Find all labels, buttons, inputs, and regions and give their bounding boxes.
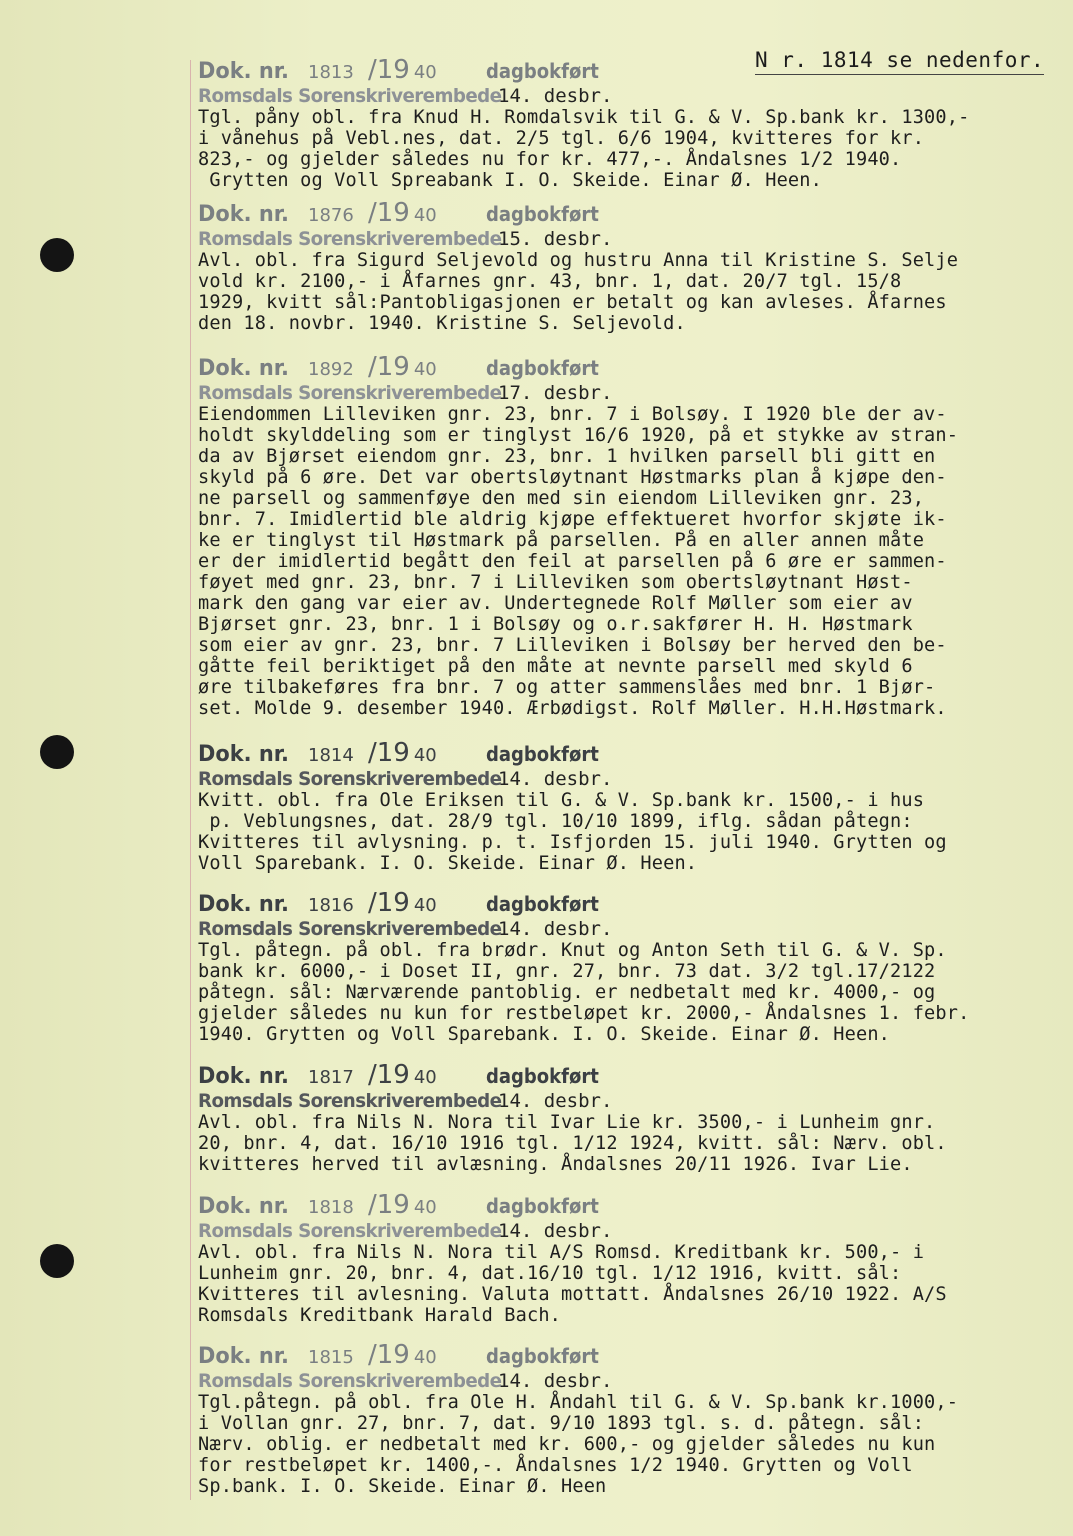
entry-date: 14. desbr. <box>498 918 613 940</box>
register-entry <box>198 55 969 191</box>
text-line: Avl. obl. fra Nils N. Nora til Ivar Lie kr. 3500,- i Lunheim gnr. <box>198 1112 936 1133</box>
document-number: 1815 <box>308 1347 354 1368</box>
stamp-year: 40 <box>413 62 437 83</box>
stamp-label: Dok. nr. <box>198 892 289 917</box>
text-line: bank kr. 6000,- i Doset II, gnr. 27, bnr. 73 dat. 3/2 tgl.17/2122 <box>198 961 936 982</box>
text-line: Tgl.påtegn. på obl. fra Ole H. Åndahl til G. & V. Sp.bank kr.1000,- <box>198 1392 959 1413</box>
register-entry <box>198 352 958 719</box>
text-line: Grytten og Voll Spreabank I. O. Skeide. Einar Ø. Heen. <box>198 170 822 191</box>
text-line: kvitteres herved til avlæsning. Åndalsnes 20/11 1926. Ivar Lie. <box>198 1154 913 1175</box>
text-line: føyet med gnr. 23, bnr. 7 i Lilleviken som obertsløytnant Høst- <box>198 572 913 593</box>
register-entry <box>198 1340 958 1497</box>
office-line <box>198 768 947 790</box>
document-number: 1876 <box>308 205 354 226</box>
text-line: Kvitteres til avlesning. Valuta mottatt. Åndalsnes 26/10 1922. A/S <box>198 1284 947 1305</box>
stamp-label: Dok. nr. <box>198 1194 289 1219</box>
entry-date: 14. desbr. <box>498 85 613 107</box>
text-line: ke er tinglyst til Høstmark på parsellen. På en aller annen måte <box>198 530 925 551</box>
office-stamp: Romsdals Sorenskriverembede <box>198 1370 502 1392</box>
entry-date: 14. desbr. <box>498 1370 613 1392</box>
text-line: Tgl. påtegn. på obl. fra brødr. Knut og Anton Seth til G. & V. Sp. <box>198 940 947 961</box>
text-line: er der imidlertid begått den feil at parsellen på 6 øre er sammen- <box>198 551 947 572</box>
office-stamp: Romsdals Sorenskriverembede <box>198 1220 502 1242</box>
text-line: Voll Sparebank. I. O. Skeide. Einar Ø. Heen. <box>198 853 698 874</box>
stamp-status: dagbokført <box>485 1344 599 1368</box>
entry-text <box>198 1242 947 1326</box>
stamp-label: Dok. nr. <box>198 1064 289 1089</box>
stamp-year: 40 <box>413 359 437 380</box>
text-line: Lunheim gnr. 20, bnr. 4, dat.16/10 tgl. 1/12 1916, kvitt. sål: <box>198 1263 902 1284</box>
text-line: påtegn. sål: Nærværende pantoblig. er nedbetalt med kr. 4000,- og <box>198 982 936 1003</box>
stamp-year-prefix: /19 <box>368 198 410 228</box>
binder-hole <box>40 1244 74 1278</box>
stamp-year-prefix: /19 <box>368 55 410 85</box>
text-line: holdt skylddeling som er tinglyst 16/6 1920, på et stykke av stran- <box>198 425 959 446</box>
office-stamp: Romsdals Sorenskriverembede <box>198 918 502 940</box>
office-line <box>198 1090 947 1112</box>
text-line: som eier av gnr. 23, bnr. 7 Lilleviken i Bolsøy ber herved den be- <box>198 635 947 656</box>
header-reference: N r. 1814 se nedenfor. <box>755 48 1044 75</box>
text-line: Eiendommen Lilleviken gnr. 23, bnr. 7 i Bolsøy. I 1920 ble der av- <box>198 404 947 425</box>
text-line: mark den gang var eier av. Undertegnede Rolf Møller som eier av <box>198 593 913 614</box>
text-line: Nærv. oblig. er nedbetalt med kr. 600,- og gjelder således nu kun <box>198 1434 936 1455</box>
document-number: 1892 <box>308 359 354 380</box>
document-number: 1816 <box>308 895 354 916</box>
text-line: skyld på 6 øre. Det var obertsløytnant Høstmarks plan å kjøpe den- <box>198 467 947 488</box>
entry-text <box>198 1112 947 1175</box>
entry-stamp <box>198 1060 947 1090</box>
entry-date: 14. desbr. <box>498 1220 613 1242</box>
binder-hole <box>40 238 74 272</box>
stamp-label: Dok. nr. <box>198 59 289 84</box>
text-line: da av Bjørset eiendom gnr. 23, bnr. 1 hvilken parsell bli gitt en <box>198 446 936 467</box>
text-line: for restbeløpet kr. 1400,-. Åndalsnes 1/2 1940. Grytten og Voll <box>198 1455 913 1476</box>
stamp-status: dagbokført <box>485 892 599 916</box>
text-line: 1929, kvitt sål:Pantobligasjonen er betalt og kan avleses. Åfarnes <box>198 292 947 313</box>
text-line: set. Molde 9. desember 1940. Ærbødigst. Rolf Møller. H.H.Høstmark. <box>198 698 947 719</box>
office-stamp: Romsdals Sorenskriverembede <box>198 382 502 404</box>
stamp-year-prefix: /19 <box>368 352 410 382</box>
stamp-year-prefix: /19 <box>368 1340 410 1370</box>
entry-date: 17. desbr. <box>498 382 613 404</box>
office-stamp: Romsdals Sorenskriverembede <box>198 768 502 790</box>
document-number: 1817 <box>308 1067 354 1088</box>
binder-hole <box>40 735 74 769</box>
entry-text <box>198 1392 958 1497</box>
text-line: Avl. obl. fra Sigurd Seljevold og hustru Anna til Kristine S. Selje <box>198 250 959 271</box>
stamp-status: dagbokført <box>485 1194 599 1218</box>
text-line: Kvitt. obl. fra Ole Eriksen til G. & V. Sp.bank kr. 1500,- i hus <box>198 790 925 811</box>
stamp-label: Dok. nr. <box>198 742 289 767</box>
margin-rule <box>190 60 191 1500</box>
entry-stamp <box>198 198 958 228</box>
stamp-status: dagbokført <box>485 742 599 766</box>
stamp-year-prefix: /19 <box>368 1060 410 1090</box>
entry-stamp <box>198 738 947 768</box>
stamp-label: Dok. nr. <box>198 1344 289 1369</box>
entry-stamp <box>198 1190 947 1220</box>
office-line <box>198 1220 947 1242</box>
entry-stamp <box>198 1340 958 1370</box>
stamp-year-prefix: /19 <box>368 888 410 918</box>
entry-stamp <box>198 888 969 918</box>
stamp-status: dagbokført <box>485 59 599 83</box>
text-line: Sp.bank. I. O. Skeide. Einar Ø. Heen <box>198 1476 607 1497</box>
text-line: bnr. 7. Imidlertid ble aldrig kjøpe effektueret hvorfor skjøte ik- <box>198 509 947 530</box>
office-stamp: Romsdals Sorenskriverembede <box>198 1090 502 1112</box>
stamp-year: 40 <box>413 205 437 226</box>
text-line: ne parsell og sammenføye den med sin eiendom Lilleviken gnr. 23, <box>198 488 925 509</box>
entry-text <box>198 404 958 719</box>
office-stamp: Romsdals Sorenskriverembede <box>198 85 502 107</box>
stamp-year-prefix: /19 <box>368 1190 410 1220</box>
text-line: 1940. Grytten og Voll Sparebank. I. O. Skeide. Einar Ø. Heen. <box>198 1024 891 1045</box>
stamp-status: dagbokført <box>485 356 599 380</box>
register-entry <box>198 1190 947 1326</box>
entry-stamp <box>198 352 958 382</box>
text-line: p. Veblungsnes, dat. 28/9 tgl. 10/10 1899, iflg. sådan påtegn: <box>198 811 913 832</box>
stamp-status: dagbokført <box>485 1064 599 1088</box>
entry-date: 14. desbr. <box>498 1090 613 1112</box>
stamp-year: 40 <box>413 1197 437 1218</box>
office-line <box>198 918 969 940</box>
stamp-year: 40 <box>413 895 437 916</box>
register-entry <box>198 738 947 874</box>
stamp-label: Dok. nr. <box>198 202 289 227</box>
text-line: gåtte feil beriktiget på den måte at nevnte parsell med skyld 6 <box>198 656 913 677</box>
office-line <box>198 228 958 250</box>
text-line: Romsdals Kreditbank Harald Bach. <box>198 1305 562 1326</box>
register-entry <box>198 1060 947 1175</box>
stamp-year: 40 <box>413 1347 437 1368</box>
office-line <box>198 85 969 107</box>
register-entry <box>198 198 958 334</box>
office-stamp: Romsdals Sorenskriverembede <box>198 228 502 250</box>
text-line: vold kr. 2100,- i Åfarnes gnr. 43, bnr. 1, dat. 20/7 tgl. 15/8 <box>198 271 902 292</box>
document-number: 1814 <box>308 745 354 766</box>
office-line <box>198 382 958 404</box>
text-line: i Vollan gnr. 27, bnr. 7, dat. 9/10 1893 tgl. s. d. påtegn. sål: <box>198 1413 925 1434</box>
text-line: den 18. novbr. 1940. Kristine S. Seljevold. <box>198 313 686 334</box>
document-number: 1813 <box>308 62 354 83</box>
text-line: øre tilbakeføres fra bnr. 7 og atter sammenslåes med bnr. 1 Bjør- <box>198 677 936 698</box>
document-number: 1818 <box>308 1197 354 1218</box>
stamp-year-prefix: /19 <box>368 738 410 768</box>
entry-text <box>198 940 969 1045</box>
text-line: 823,- og gjelder således nu for kr. 477,-. Åndalsnes 1/2 1940. <box>198 149 902 170</box>
office-line <box>198 1370 958 1392</box>
text-line: i vånehus på Vebl.nes, dat. 2/5 tgl. 6/6 1904, kvitteres for kr. <box>198 128 925 149</box>
text-line: Avl. obl. fra Nils N. Nora til A/S Romsd. Kreditbank kr. 500,- i <box>198 1242 925 1263</box>
entry-text <box>198 250 958 334</box>
entry-text <box>198 107 969 191</box>
stamp-year: 40 <box>413 1067 437 1088</box>
register-entry <box>198 888 969 1045</box>
text-line: Tgl. påny obl. fra Knud H. Romdalsvik til G. & V. Sp.bank kr. 1300,- <box>198 107 970 128</box>
stamp-status: dagbokført <box>485 202 599 226</box>
entry-date: 15. desbr. <box>498 228 613 250</box>
entry-date: 14. desbr. <box>498 768 613 790</box>
stamp-year: 40 <box>413 745 437 766</box>
entry-text <box>198 790 947 874</box>
text-line: 20, bnr. 4, dat. 16/10 1916 tgl. 1/12 1924, kvitt. sål: Nærv. obl. <box>198 1133 947 1154</box>
stamp-label: Dok. nr. <box>198 356 289 381</box>
entry-stamp <box>198 55 969 85</box>
text-line: gjelder således nu kun for restbeløpet kr. 2000,- Åndalsnes 1. febr. <box>198 1003 970 1024</box>
text-line: Bjørset gnr. 23, bnr. 1 i Bolsøy og o.r.sakfører H. H. Høstmark <box>198 614 913 635</box>
text-line: Kvitteres til avlysning. p. t. Isfjorden 15. juli 1940. Grytten og <box>198 832 947 853</box>
